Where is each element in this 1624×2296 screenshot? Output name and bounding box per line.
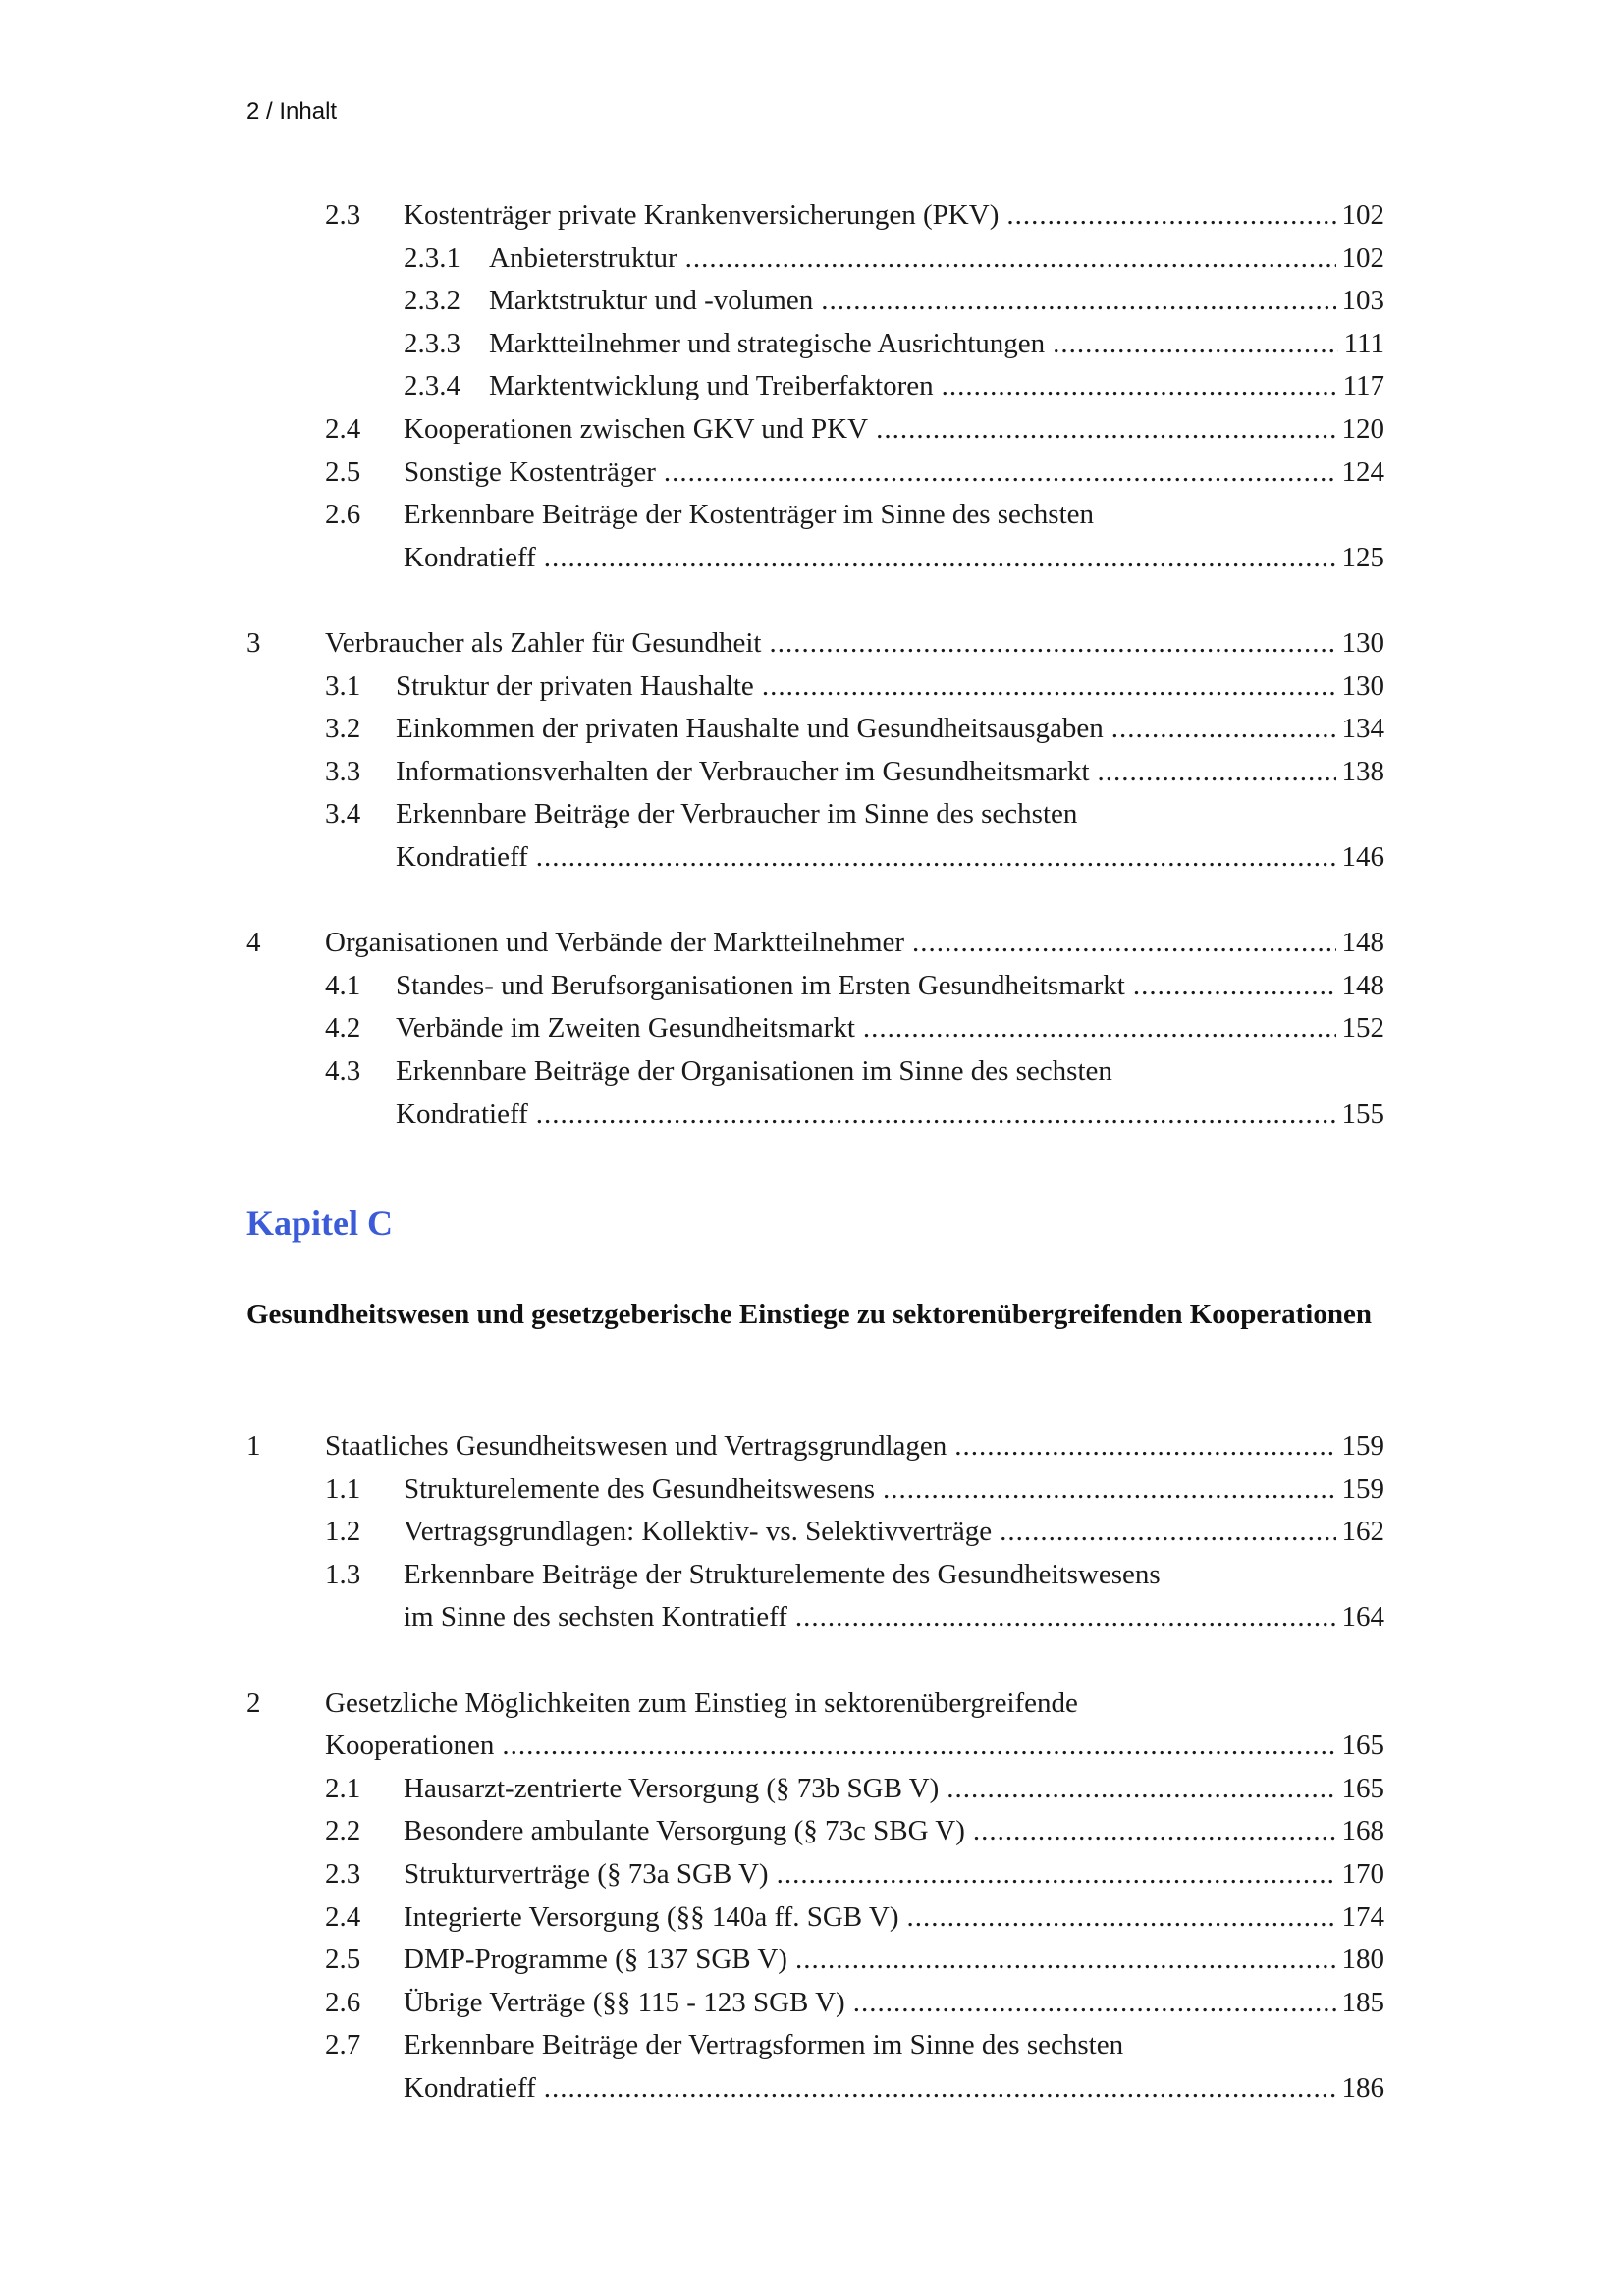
toc-entry-title: Verbände im Zweiten Gesundheitsmarkt [396, 1012, 855, 1044]
toc-entry[interactable] [0, 708, 1624, 749]
toc-entry[interactable] [0, 1511, 1624, 1552]
toc-entry[interactable] [0, 365, 1624, 406]
chapter-title: Kapitel C [246, 1203, 393, 1243]
toc-entry-title: Kondratieff [396, 1097, 528, 1130]
toc-entry-continuation[interactable] [0, 2067, 1624, 2109]
dot-leader [1053, 323, 1337, 364]
toc-page-number: 102 [1341, 199, 1384, 231]
toc-entry-title: Marktstruktur und -volumen [489, 285, 814, 317]
toc-entry-title: Hausarzt-zentrierte Versorgung (§ 73b SGB V) [404, 1772, 940, 1804]
toc-entry-continuation[interactable] [0, 537, 1624, 578]
toc-page-number: 130 [1341, 669, 1384, 702]
toc-entry-number: 2.3.4 [404, 370, 460, 402]
toc-entry-title: Verbraucher als Zahler für Gesundheit [325, 627, 762, 659]
dot-leader [973, 1810, 1336, 1851]
dot-leader [1133, 965, 1336, 1006]
toc-page-number: 120 [1341, 413, 1384, 445]
toc-leader-line [404, 1768, 1384, 1809]
dot-leader [954, 1425, 1335, 1467]
toc-entry-title: Marktteilnehmer und strategische Ausrichtungen [489, 327, 1046, 359]
toc-entry-title: Informationsverhalten der Verbraucher im Gesundheitsmarkt [396, 755, 1090, 787]
toc-entry[interactable] [0, 965, 1624, 1006]
toc-entry-number: 2.7 [325, 2029, 361, 2061]
dot-leader [883, 1468, 1335, 1510]
toc-entry-continuation[interactable] [0, 1725, 1624, 1766]
toc-entry[interactable] [0, 1810, 1624, 1851]
dot-leader [1098, 751, 1336, 792]
toc-entry-number: 4.2 [325, 1012, 361, 1044]
toc-entry-title: Erkennbare Beiträge der Organisationen im Sinne des sechsten [396, 1055, 1112, 1087]
dot-leader [769, 622, 1335, 664]
dot-leader [685, 238, 1336, 279]
toc-page-number: 130 [1341, 627, 1384, 659]
toc-entry[interactable] [0, 922, 1624, 963]
toc-entry[interactable] [0, 494, 1624, 535]
toc-leader-line [404, 1982, 1384, 2023]
toc-entry-title: Anbieterstruktur [489, 241, 677, 274]
toc-page-number: 174 [1341, 1900, 1384, 1933]
toc-entry-number: 3.1 [325, 669, 361, 702]
toc-entry[interactable] [0, 793, 1624, 834]
dot-leader [777, 1853, 1336, 1895]
dot-leader [853, 1982, 1336, 2023]
toc-entry[interactable] [0, 408, 1624, 450]
toc-page-number: 168 [1341, 1815, 1384, 1847]
toc-leader-line [396, 708, 1384, 749]
dot-leader [502, 1725, 1335, 1766]
toc-entry-title: Struktur der privaten Haushalte [396, 669, 754, 702]
toc-entry-title: Übrige Verträge (§§ 115 - 123 SGB V) [404, 1986, 845, 2018]
toc-leader-line [396, 1094, 1384, 1135]
dot-leader [1006, 194, 1335, 236]
toc-leader-line [404, 452, 1384, 493]
toc-entry[interactable] [0, 666, 1624, 707]
toc-page-number: 117 [1342, 370, 1384, 402]
toc-entry-number: 2.1 [325, 1772, 361, 1804]
dot-leader [821, 280, 1335, 321]
dot-leader [536, 1094, 1336, 1135]
toc-page-number: 125 [1341, 541, 1384, 573]
toc-entry-number: 2 [246, 1686, 261, 1719]
toc-page-number: 103 [1341, 285, 1384, 317]
toc-page-number: 165 [1341, 1730, 1384, 1762]
toc-leader-line [489, 280, 1384, 321]
toc-page-number: 148 [1341, 927, 1384, 959]
toc-entry-number: 3 [246, 627, 261, 659]
toc-entry-number: 1.2 [325, 1516, 361, 1548]
toc-entry[interactable] [0, 1468, 1624, 1510]
toc-entry-title: Erkennbare Beiträge der Kostenträger im Sinne des sechsten [404, 499, 1094, 531]
toc-entry-title: Organisationen und Verbände der Marktteilnehmer [325, 927, 905, 959]
toc-leader-line [404, 2067, 1384, 2109]
dot-leader [947, 1768, 1335, 1809]
toc-entry[interactable] [0, 1939, 1624, 1980]
toc-entry-title: Kooperationen zwischen GKV und PKV [404, 413, 869, 445]
dot-leader [544, 2067, 1336, 2109]
toc-entry[interactable] [0, 622, 1624, 664]
toc-leader-line [489, 323, 1384, 364]
toc-leader-line [404, 1511, 1384, 1552]
toc-page-number: 159 [1341, 1472, 1384, 1505]
toc-leader-line [404, 1810, 1384, 1851]
toc-leader-line [396, 965, 1384, 1006]
toc-leader-line [489, 238, 1384, 279]
toc-entry-title: Gesetzliche Möglichkeiten zum Einstieg in sektorenübergreifende [325, 1686, 1078, 1719]
toc-entry-continuation[interactable] [0, 1094, 1624, 1135]
toc-entry-number: 2.3.3 [404, 327, 460, 359]
toc-entry-title: Kostenträger private Krankenversicherungen (PKV) [404, 199, 1000, 231]
toc-page-number: 152 [1341, 1012, 1384, 1044]
toc-entry-title: Vertragsgrundlagen: Kollektiv- vs. Selektivverträge [404, 1516, 993, 1548]
toc-entry-continuation[interactable] [0, 836, 1624, 878]
dot-leader [906, 1896, 1335, 1938]
toc-entry-title: Einkommen der privaten Haushalte und Gesundheitsausgaben [396, 713, 1104, 745]
toc-entry-title: Erkennbare Beiträge der Verbraucher im Sinne des sechsten [396, 798, 1078, 830]
toc-leader-line [404, 1596, 1384, 1637]
toc-page-number: 159 [1341, 1430, 1384, 1462]
toc-leader-line [404, 408, 1384, 450]
toc-leader-line [396, 1007, 1384, 1048]
toc-entry-title: Staatliches Gesundheitswesen und Vertragsgrundlagen [325, 1430, 947, 1462]
toc-page-number: 146 [1341, 841, 1384, 873]
toc-leader-line [404, 1896, 1384, 1938]
dot-leader [863, 1007, 1336, 1048]
toc-entry-title: Kondratieff [404, 2072, 536, 2104]
dot-leader [1111, 708, 1336, 749]
dot-leader [544, 537, 1336, 578]
toc-entry-number: 1.1 [325, 1472, 361, 1505]
dot-leader [536, 836, 1336, 878]
toc-page-number: 124 [1341, 455, 1384, 488]
toc-leader-line [404, 1853, 1384, 1895]
toc-page-number: 186 [1341, 2072, 1384, 2104]
toc-entry-number: 2.5 [325, 1944, 361, 1976]
toc-leader-line [404, 1939, 1384, 1980]
toc-entry[interactable] [0, 2024, 1624, 2065]
toc-entry[interactable] [0, 194, 1624, 236]
dot-leader [1000, 1511, 1335, 1552]
dot-leader [876, 408, 1335, 450]
toc-page-number: 170 [1341, 1858, 1384, 1890]
toc-page-number: 102 [1341, 241, 1384, 274]
toc-entry-number: 2.3.1 [404, 241, 460, 274]
toc-entry[interactable] [0, 1982, 1624, 2023]
toc-entry-title: Besondere ambulante Versorgung (§ 73c SBG V) [404, 1815, 965, 1847]
toc-entry-number: 2.4 [325, 1900, 361, 1933]
toc-page-number: 155 [1341, 1097, 1384, 1130]
toc-entry-number: 1.3 [325, 1558, 361, 1590]
toc-entry-number: 2.5 [325, 455, 361, 488]
toc-page-number: 165 [1341, 1772, 1384, 1804]
toc-entry[interactable] [0, 1853, 1624, 1895]
toc-page-number: 138 [1341, 755, 1384, 787]
dot-leader [912, 922, 1335, 963]
toc-entry[interactable] [0, 238, 1624, 279]
toc-entry[interactable] [0, 323, 1624, 364]
toc-entry[interactable] [0, 1896, 1624, 1938]
toc-entry-number: 3.4 [325, 798, 361, 830]
toc-entry-number: 2.3 [325, 1858, 361, 1890]
toc-entry-title: DMP-Programme (§ 137 SGB V) [404, 1944, 787, 1976]
toc-page-number: 164 [1341, 1601, 1384, 1633]
toc-entry[interactable] [0, 1682, 1624, 1724]
toc-entry-number: 2.2 [325, 1815, 361, 1847]
toc-page-number: 162 [1341, 1516, 1384, 1548]
toc-leader-line [325, 1425, 1384, 1467]
toc-entry[interactable] [0, 1050, 1624, 1092]
toc-entry-title: Kooperationen [325, 1730, 495, 1762]
toc-leader-line [396, 666, 1384, 707]
toc-entry-title: Kondratieff [404, 541, 536, 573]
dot-leader [664, 452, 1336, 493]
toc-leader-line [404, 1468, 1384, 1510]
toc-entry[interactable] [0, 1425, 1624, 1467]
toc-entry-title: Strukturelemente des Gesundheitswesens [404, 1472, 876, 1505]
toc-leader-line [396, 751, 1384, 792]
dot-leader [795, 1596, 1336, 1637]
toc-page-number: 134 [1341, 713, 1384, 745]
toc-entry-number: 2.6 [325, 499, 361, 531]
toc-leader-line [325, 622, 1384, 664]
toc-entry-number: 4.1 [325, 969, 361, 1001]
toc-entry[interactable] [0, 1768, 1624, 1809]
toc-entry-title: Erkennbare Beiträge der Vertragsformen im Sinne des sechsten [404, 2029, 1124, 2061]
toc-leader-line [404, 537, 1384, 578]
toc-entry[interactable] [0, 280, 1624, 321]
toc-entry-number: 3.2 [325, 713, 361, 745]
dot-leader [762, 666, 1336, 707]
toc-entry[interactable] [0, 751, 1624, 792]
toc-leader-line [489, 365, 1384, 406]
toc-entry[interactable] [0, 1554, 1624, 1595]
toc-entry-title: Marktentwicklung und Treiberfaktoren [489, 370, 934, 402]
toc-leader-line [404, 194, 1384, 236]
toc-entry-title: Sonstige Kostenträger [404, 455, 656, 488]
dot-leader [942, 365, 1337, 406]
toc-entry-number: 4 [246, 927, 261, 959]
toc-entry-title: Strukturverträge (§ 73a SGB V) [404, 1858, 769, 1890]
toc-entry-number: 2.3 [325, 199, 361, 231]
toc-page-number: 185 [1341, 1986, 1384, 2018]
toc-entry-number: 2.6 [325, 1986, 361, 2018]
toc-entry-title: Integrierte Versorgung (§§ 140a ff. SGB V) [404, 1900, 899, 1933]
toc-entry-number: 2.4 [325, 413, 361, 445]
toc-page-number: 180 [1341, 1944, 1384, 1976]
toc-page-number: 111 [1343, 327, 1384, 359]
toc-entry-number: 1 [246, 1430, 261, 1462]
toc-leader-line [325, 1725, 1384, 1766]
toc-page-number: 148 [1341, 969, 1384, 1001]
toc-entry-title: Erkennbare Beiträge der Strukturelemente des Gesundheitswesens [404, 1558, 1161, 1590]
dot-leader [795, 1939, 1336, 1980]
toc-entry-number: 2.3.2 [404, 285, 460, 317]
toc-entry-number: 3.3 [325, 755, 361, 787]
toc-entry[interactable] [0, 452, 1624, 493]
toc-entry-title: Kondratieff [396, 841, 528, 873]
toc-entry[interactable] [0, 1007, 1624, 1048]
running-header: 2 / Inhalt [246, 98, 338, 125]
toc-entry-title: im Sinne des sechsten Kontratieff [404, 1601, 787, 1633]
toc-entry-number: 4.3 [325, 1055, 361, 1087]
toc-leader-line [396, 836, 1384, 878]
toc-entry-title: Standes- und Berufsorganisationen im Ersten Gesundheitsmarkt [396, 969, 1125, 1001]
toc-leader-line [325, 922, 1384, 963]
chapter-subtitle: Gesundheitswesen und gesetzgeberische Einstiege zu sektorenübergreifenden Kooperationen [246, 1299, 1372, 1330]
toc-entry-continuation[interactable] [0, 1596, 1624, 1637]
